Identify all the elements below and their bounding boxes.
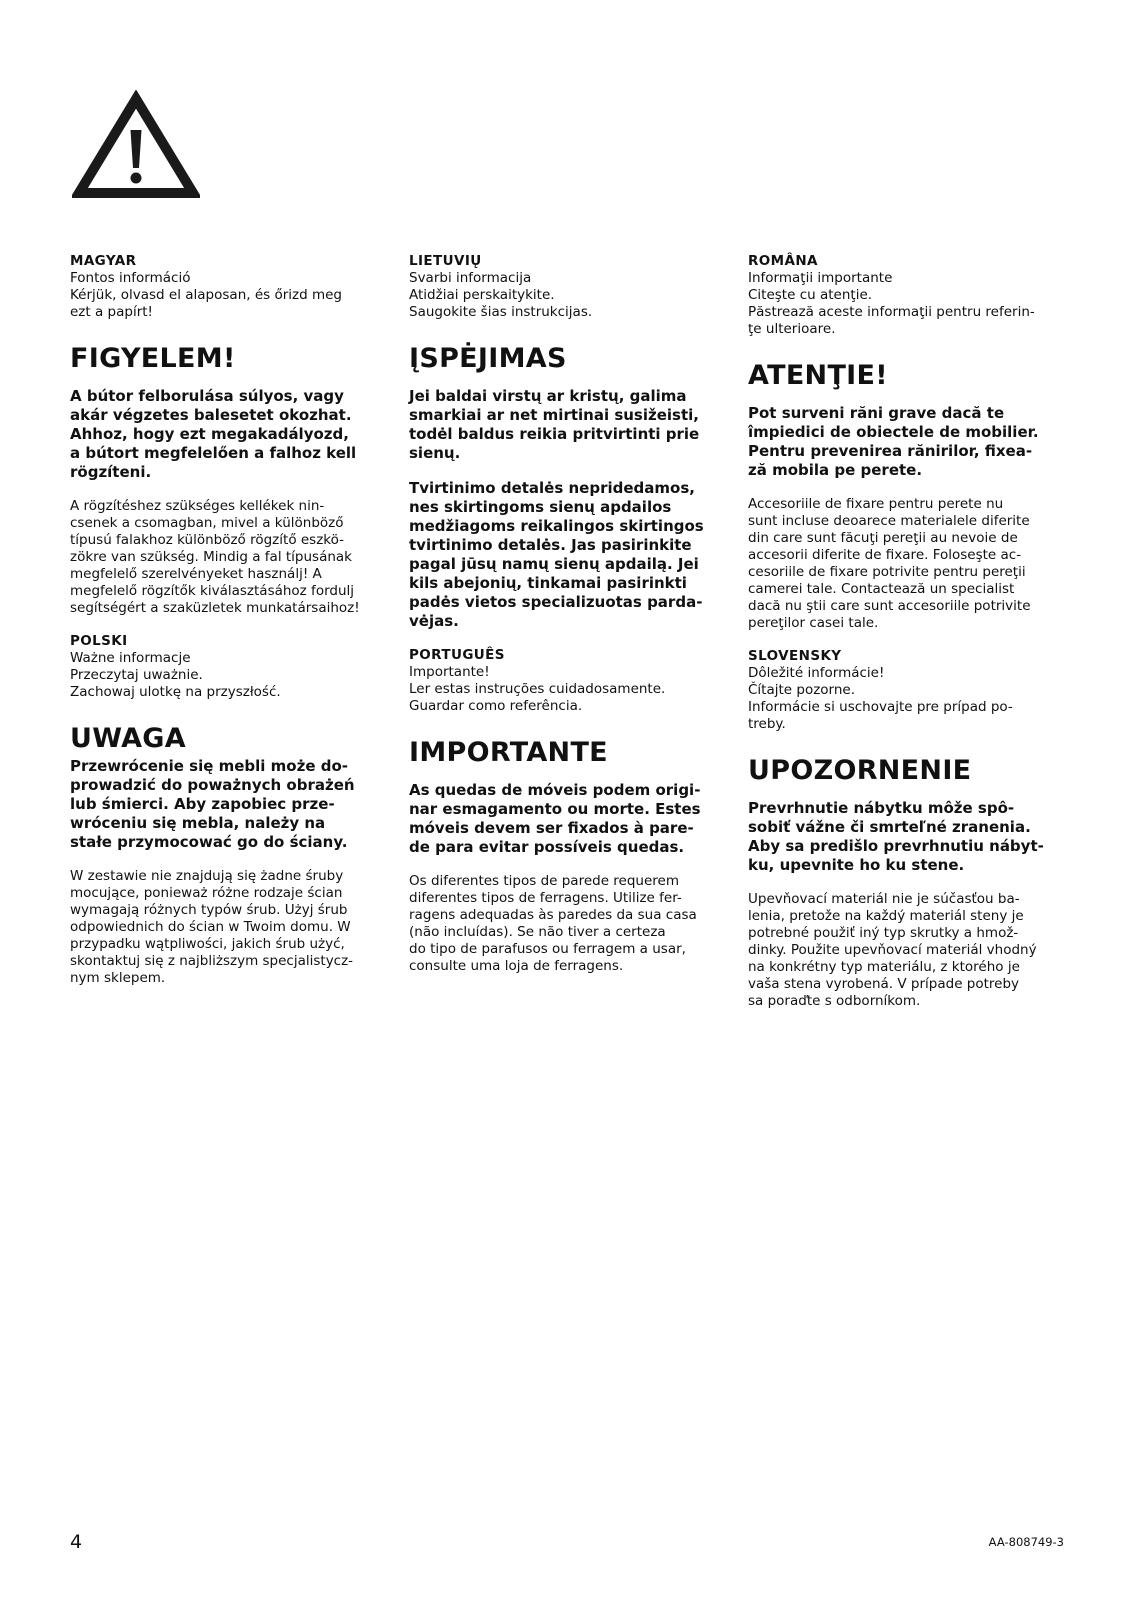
warning-body-text: W zestawie nie znajdują się żadne śruby mocujące, ponieważ różne rodzaje ścian wymagają różnych typów śrub. Użyj śrub odpowiednich do ścian w Twoim domu. W przypadku wątpliwości, jakich śrub użyć, skontaktuj się z najbliższym specjalistycz- nym sklepem.: [70, 868, 354, 986]
document-code: AA-808749-3: [988, 1535, 1064, 1549]
language-label: LIETUVIŲ: [409, 253, 482, 269]
warning-body-text: Os diferentes tipos de parede requerem diferentes tipos de ferragens. Utilize fer- ragens adequadas às paredes da sua casa (não incluídas). Se não tiver a certeza do tipo de parafusos ou ferragem a usar, consulte uma loja de ferragens.: [409, 873, 697, 974]
column-lithuanian-portuguese: [409, 253, 721, 991]
warning-body-text: A rögzítéshez szükséges kellékek nin- csenek a csomagban, mivel a különböző típusú falakhoz különböző rögzítő eszkö- zökre van szükség. Mindig a fal típusának megfelelő szerelvényeket használj! A megfelelő rögzítők kiválasztásához fordulj segítségért a szaküzletek munkatársaihoz!: [70, 498, 360, 616]
column-hungarian-polish: [70, 253, 382, 1003]
warning-heading: ĮSPĖJIMAS: [409, 343, 567, 374]
warning-bold-text: A bútor felborulása súlyos, vagy akár végzetes balesetet okozhat. Ahhoz, hogy ezt megakadályozd, a bútort megfelelően a falhoz kell rögzíteni.: [70, 387, 357, 481]
warning-heading: UPOZORNENIE: [748, 755, 972, 786]
language-label: POLSKI: [70, 633, 128, 649]
warning-bold-text: Jei baldai virstų ar kristų, galima smarkiai ar net mirtinai susižeisti, todėl baldus reikia pritvirtinti prie sienų.: [409, 387, 700, 462]
intro-text: Svarbi informacija Atidžiai perskaitykite. Saugokite šias instrukcijas.: [409, 270, 593, 320]
intro-text: Importante! Ler estas instruções cuidadosamente. Guardar como referência.: [409, 664, 666, 714]
warning-body-text: Accesoriile de fixare pentru perete nu sunt incluse deoarece materialele diferite din care sunt făcuţi pereţii au nevoie de accesorii diferite de fixare. Foloseşte ac- cesoriile de fixare potrivite pentru pereţii camerei tale. Contactează un specialist dacă nu ştii care sunt accesoriile potrivite pereţilor casei tale.: [748, 496, 1031, 631]
warning-heading: ATENŢIE!: [748, 360, 888, 391]
warning-bold-text: Przewrócenie się mebli może do- prowadzić do poważnych obrażeń lub śmierci. Aby zapobiec prze- wróceniu się mebla, należy na stałe przymocować go do ściany.: [70, 757, 355, 851]
section-lithuanian: [409, 253, 721, 631]
section-portuguese: [409, 647, 721, 975]
warning-heading: IMPORTANTE: [409, 737, 608, 768]
warning-triangle-icon: [72, 90, 200, 200]
page-number: 4: [70, 1531, 83, 1553]
intro-text: Fontos információ Kérjük, olvasd el alaposan, és őrizd meg ezt a papírt!: [70, 270, 342, 320]
section-hungarian: [70, 253, 382, 617]
language-label: SLOVENSKY: [748, 648, 842, 664]
intro-text: Dôležité informácie! Čítajte pozorne. Informácie si uschovajte pre prípad po- treby.: [748, 665, 1013, 732]
warning-bold-text: As quedas de móveis podem origi- nar esmagamento ou morte. Estes móveis devem ser fixados à pare- de para evitar possíveis quedas.: [409, 781, 701, 856]
warning-heading: FIGYELEM!: [70, 343, 236, 374]
section-romanian: [748, 253, 1060, 632]
intro-text: Informaţii importante Citeşte cu atenţie. Păstrează aceste informaţii pentru referin- ţe ulterioare.: [748, 270, 1035, 337]
column-romanian-slovak: [748, 253, 1060, 1026]
warning-bold-text: Pot surveni răni grave dacă te împiedici de obiectele de mobilier. Pentru prevenirea rănirilor, fixea- ză mobila pe perete.: [748, 404, 1039, 479]
language-label: ROMÂNA: [748, 253, 818, 269]
warning-body-text: Upevňovací materiál nie je súčasťou ba- lenia, pretože na každý materiál steny je potrebné použiť iný typ skrutky a hmož- dinky. Použite upevňovací materiál vhodný na konkrétny typ materiálu, z ktorého je vaša stena vyrobená. V prípade potreby sa poraďte s odborníkom.: [748, 891, 1037, 1009]
section-polish: [70, 633, 382, 987]
section-slovak: [748, 648, 1060, 1010]
warning-bold-text: Prevrhnutie nábytku môže spô- sobiť vážne či smrteľné zranenia. Aby sa predišlo prevrhnutiu nábyt- ku, upevnite ho ku stene.: [748, 799, 1044, 874]
intro-text: Ważne informacje Przeczytaj uważnie. Zachowaj ulotkę na przyszłość.: [70, 650, 281, 700]
language-label: PORTUGUÊS: [409, 647, 505, 663]
language-label: MAGYAR: [70, 253, 137, 269]
warning-bold-text-2: Tvirtinimo detalės nepridedamos, nes skirtingoms sienų apdailos medžiagoms reikalingos skirtingos tvirtinimo detalės. Jas pasirinkite pagal jūsų namų sienų apdailą. Jei kils abejonių, tinkamai pasirinkti padės vietos specializuotas parda- vėjas.: [409, 479, 704, 630]
warning-heading: UWAGA: [70, 723, 186, 754]
